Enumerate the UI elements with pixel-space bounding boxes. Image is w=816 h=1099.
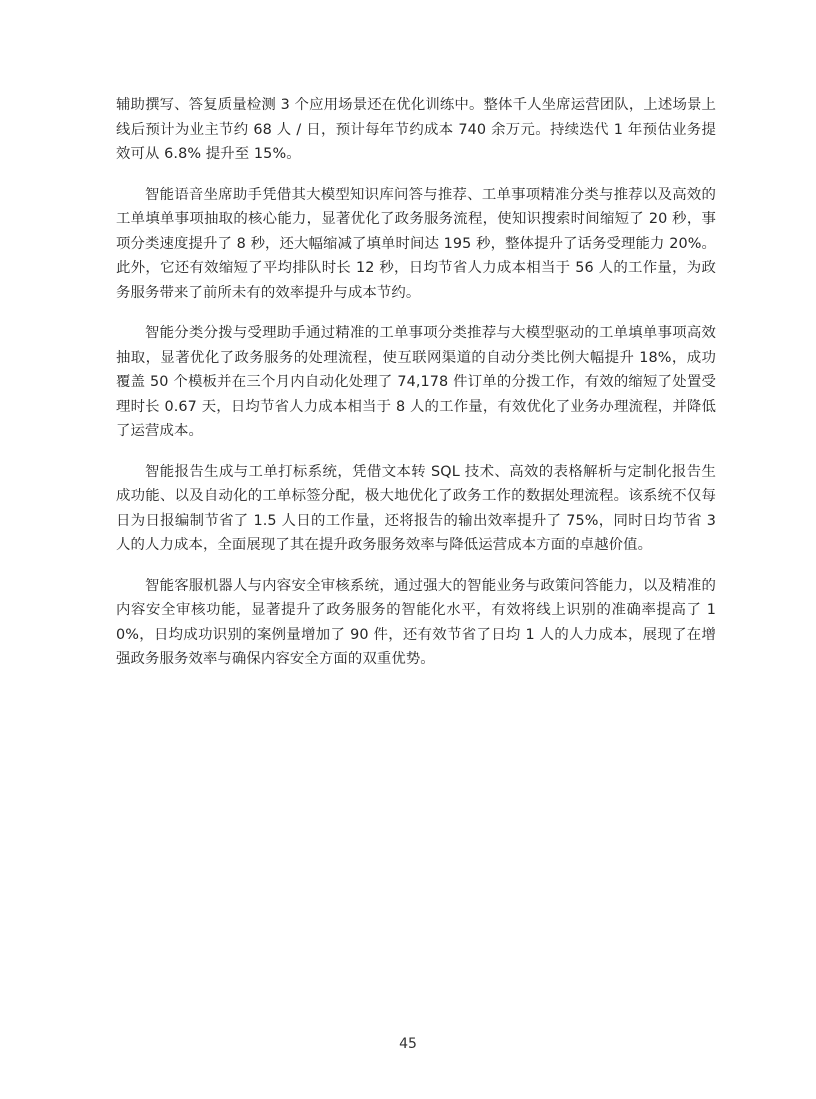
body-text xyxy=(116,93,716,688)
paragraph-dispatch-assistant: 智能分类分拨与受理助手通过精准的工单事项分类推荐与大模型驱动的工单填单事项高效抽取，显著优化了政务服务的处理流程，使互联网渠道的自动分类比例大幅提升 18%，成功覆盖 50 个模板并在三个月内自动化处理了 74,178 件订单的分拨工作，有效的缩短了处置受理时长 0.67 天，日均节省人力成本相当于 8 人的工作量，有效优化了业务办理流程，并降低了运营成本。 xyxy=(116,325,716,439)
page-number: 45 xyxy=(399,1036,417,1052)
paragraph-voice-assistant: 智能语音坐席助手凭借其大模型知识库问答与推荐、工单事项精准分类与推荐以及高效的工单填单事项抽取的核心能力，显著优化了政务服务流程，使知识搜索时间缩短了 20 秒，事项分类速度提升了 8 秒，还大幅缩减了填单时间达 195 秒，整体提升了话务受理能力 20%。此外，它还有效缩短了平均排队时长 12 秒，日均节省人力成本相当于 56 人的工作量，为政务服务带来了前所未有的效率提升与成本节约。 xyxy=(116,186,716,301)
paragraph-continuation: 辅助撰写、答复质量检测 3 个应用场景还在优化训练中。整体千人坐席运营团队，上述场景上线后预计为业主节约 68 人 / 日，预计每年节约成本 740 余万元。持续迭代 1 年预估业务提效可从 6.8% 提升至 15%。 xyxy=(116,97,716,162)
paragraph-customer-service-bot: 智能客服机器人与内容安全审核系统，通过强大的智能业务与政策问答能力，以及精准的内容安全审核功能，显著提升了政务服务的智能化水平，有效将线上识别的准确率提高了 10%，日均成功识别的案例量增加了 90 件，还有效节省了日均 1 人的人力成本，展现了在增强政务服务效率与确保内容安全方面的双重优势。 xyxy=(116,577,716,667)
paragraph-report-system: 智能报告生成与工单打标系统，凭借文本转 SQL 技术、高效的表格解析与定制化报告生成功能、以及自动化的工单标签分配，极大地优化了政务工作的数据处理流程。该系统不仅每日为日报编制节省了 1.5 人日的工作量，还将报告的输出效率提升了 75%，同时日均节省 3 人的人力成本，全面展现了其在提升政务服务效率与降低运营成本方面的卓越价值。 xyxy=(116,463,716,553)
